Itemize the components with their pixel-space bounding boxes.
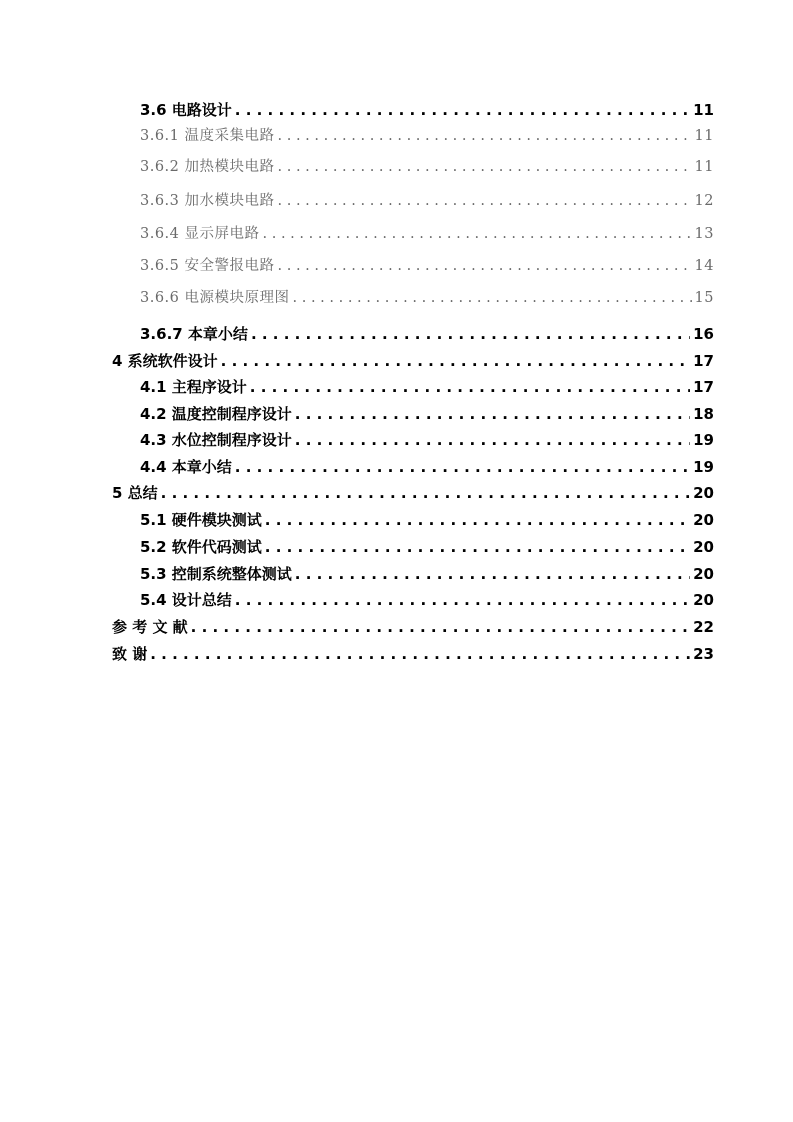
toc-entry-page: 11	[694, 128, 714, 144]
toc-entry-5-3[interactable]	[140, 563, 714, 585]
toc-entry-5-4[interactable]	[140, 589, 714, 611]
toc-entry-3-6-5[interactable]	[140, 255, 714, 277]
toc-entry-3-6-7[interactable]	[140, 323, 714, 345]
toc-entry-title: 3.6.4 显示屏电路	[140, 226, 260, 242]
toc-dot-leader	[191, 616, 690, 638]
toc-entry-page: 20	[693, 591, 714, 609]
toc-entry-title: 3.6.2 加热模块电路	[140, 159, 275, 175]
toc-entry-page: 18	[693, 405, 714, 423]
toc-entry-4-4[interactable]	[140, 456, 714, 478]
toc-entry-4-2[interactable]	[140, 403, 714, 425]
toc-entry-3-6[interactable]	[140, 99, 714, 121]
toc-entry-5[interactable]	[112, 482, 714, 504]
toc-entry-title: 5.2 软件代码测试	[140, 538, 262, 556]
toc-entry-title: 5 总结	[112, 484, 158, 502]
toc-entry-title: 致 谢	[112, 645, 148, 663]
toc-entry-page: 16	[693, 325, 714, 343]
toc-entry-page: 17	[693, 378, 714, 396]
toc-entry-title: 5.3 控制系统整体测试	[140, 565, 292, 583]
toc-entry-page: 20	[693, 484, 714, 502]
toc-entry-page: 11	[693, 101, 714, 119]
toc-entry-title: 3.6 电路设计	[140, 101, 232, 119]
toc-entry-5-1[interactable]	[140, 509, 714, 531]
toc-entry-3-6-2[interactable]	[140, 156, 714, 178]
toc-entry-3-6-6[interactable]	[140, 287, 714, 309]
toc-entry-page: 22	[693, 618, 714, 636]
toc-dot-leader	[235, 99, 690, 121]
toc-dot-leader	[150, 643, 690, 665]
toc-entry-title: 3.6.1 温度采集电路	[140, 128, 275, 144]
toc-dot-leader	[263, 223, 692, 245]
toc-entry-page: 14	[694, 258, 714, 274]
toc-dot-leader	[295, 403, 690, 425]
toc-entry-4[interactable]	[112, 350, 714, 372]
toc-dot-leader	[295, 563, 690, 585]
toc-entry-references[interactable]	[112, 616, 714, 638]
toc-entry-title: 4.4 本章小结	[140, 458, 232, 476]
toc-entry-title: 4.1 主程序设计	[140, 378, 247, 396]
toc-entry-title: 5.4 设计总结	[140, 591, 232, 609]
toc-entry-title: 参 考 文 献	[112, 618, 188, 636]
toc-entry-title: 5.1 硬件模块测试	[140, 511, 262, 529]
toc-entry-page: 15	[694, 290, 714, 306]
toc-dot-leader	[235, 456, 690, 478]
toc-entry-3-6-4[interactable]	[140, 223, 714, 245]
toc-dot-leader	[278, 190, 692, 212]
toc-dot-leader	[278, 156, 692, 178]
toc-entry-title: 4.3 水位控制程序设计	[140, 431, 292, 449]
toc-entry-title: 4.2 温度控制程序设计	[140, 405, 292, 423]
toc-entry-page: 20	[693, 565, 714, 583]
toc-entry-page: 20	[693, 511, 714, 529]
toc-entry-3-6-1[interactable]	[140, 125, 714, 147]
toc-dot-leader	[251, 323, 690, 345]
toc-entry-3-6-3[interactable]	[140, 190, 714, 212]
toc-entry-5-2[interactable]	[140, 536, 714, 558]
toc-entry-title: 3.6.7 本章小结	[140, 325, 248, 343]
toc-dot-leader	[278, 125, 692, 147]
toc-entry-title: 4 系统软件设计	[112, 352, 218, 370]
toc-entry-acknowledgements[interactable]	[112, 643, 714, 665]
toc-dot-leader	[221, 350, 690, 372]
toc-dot-leader	[161, 482, 690, 504]
toc-dot-leader	[265, 509, 690, 531]
toc-entry-page: 19	[693, 458, 714, 476]
toc-entry-title: 3.6.3 加水模块电路	[140, 193, 275, 209]
toc-entry-page: 13	[694, 226, 714, 242]
toc-entry-title: 3.6.5 安全警报电路	[140, 258, 275, 274]
toc-entry-page: 20	[693, 538, 714, 556]
toc-entry-4-1[interactable]	[140, 376, 714, 398]
toc-entry-page: 23	[693, 645, 714, 663]
toc-entry-title: 3.6.6 电源模块原理图	[140, 290, 290, 306]
toc-entry-page: 12	[694, 193, 714, 209]
toc-entry-page: 11	[694, 159, 714, 175]
toc-dot-leader	[265, 536, 690, 558]
toc-entry-4-3[interactable]	[140, 429, 714, 451]
toc-dot-leader	[293, 287, 692, 309]
toc-dot-leader	[278, 255, 692, 277]
toc-entry-page: 17	[693, 352, 714, 370]
toc-dot-leader	[250, 376, 690, 398]
toc-dot-leader	[235, 589, 690, 611]
toc-entry-page: 19	[693, 431, 714, 449]
toc-dot-leader	[295, 429, 690, 451]
